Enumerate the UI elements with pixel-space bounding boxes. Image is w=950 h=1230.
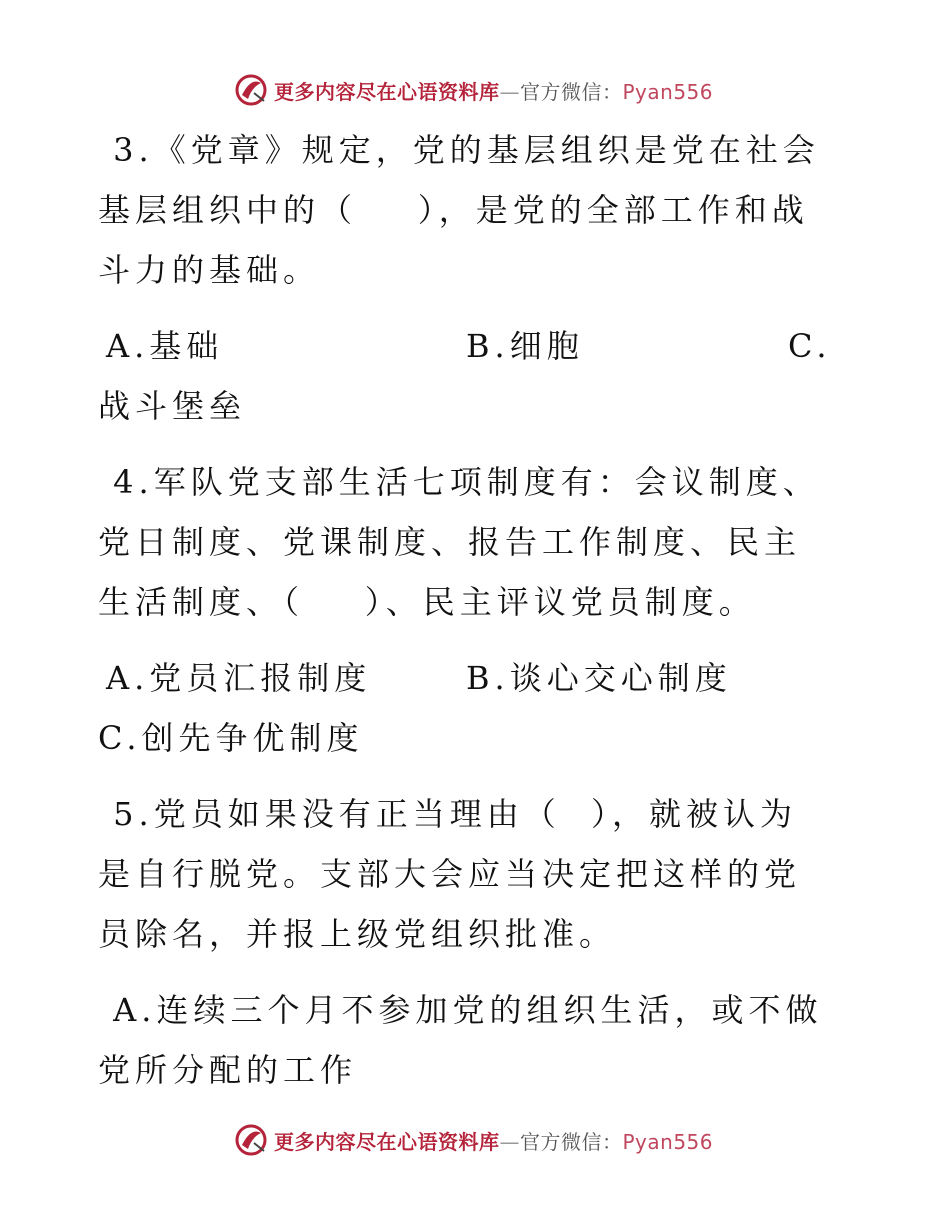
question-3-option-c-text: 战斗堡垒: [98, 387, 247, 425]
question-4-option-b: B.谈心交心制度: [466, 659, 732, 697]
banner-main: 更多内容尽在心语资料库: [274, 79, 500, 104]
brand-logo-icon: [234, 73, 268, 107]
banner-sub: 官方微信：: [520, 79, 623, 104]
question-3-option-b: B.细胞: [466, 327, 584, 365]
question-3-stem: 3.《党章》规定，党的基层组织是党在社会基层组织中的（ ），是党的全部工作和战斗力的基础。: [98, 131, 820, 289]
question-3-option-c-label: C.: [788, 327, 832, 365]
question-4-stem: 4.军队党支部生活七项制度有：会议制度、党日制度、党课制度、报告工作制度、民主生活制度、（ ）、民主评议党员制度。: [98, 463, 820, 621]
banner-wechat: Pyan556: [622, 79, 714, 104]
question-3-option-a: A.基础: [106, 327, 224, 365]
banner-text: [274, 1126, 713, 1155]
header-banner: [234, 72, 713, 108]
question-5-option-a: A.连续三个月不参加党的组织生活，或不做党所分配的工作: [98, 991, 823, 1089]
question-4-option-c: C.创先争优制度: [98, 719, 364, 757]
question-5-stem: 5.党员如果没有正当理由（ ），就被认为是自行脱党。支部大会应当决定把这样的党员除名，并报上级党组织批准。: [98, 795, 802, 953]
banner-sub: 官方微信：: [520, 1129, 623, 1154]
question-3-options: [98, 316, 833, 376]
question-4-option-a: A.党员汇报制度: [106, 659, 372, 697]
banner-main: 更多内容尽在心语资料库: [274, 1129, 500, 1154]
brand-logo-icon: [234, 1123, 268, 1157]
banner-dash: —: [499, 1129, 520, 1154]
document-body: [98, 120, 833, 1100]
banner-text: [274, 76, 713, 105]
footer-banner: [234, 1122, 713, 1158]
question-4-options: [98, 648, 833, 708]
banner-wechat: Pyan556: [622, 1129, 714, 1154]
banner-dash: —: [499, 79, 520, 104]
